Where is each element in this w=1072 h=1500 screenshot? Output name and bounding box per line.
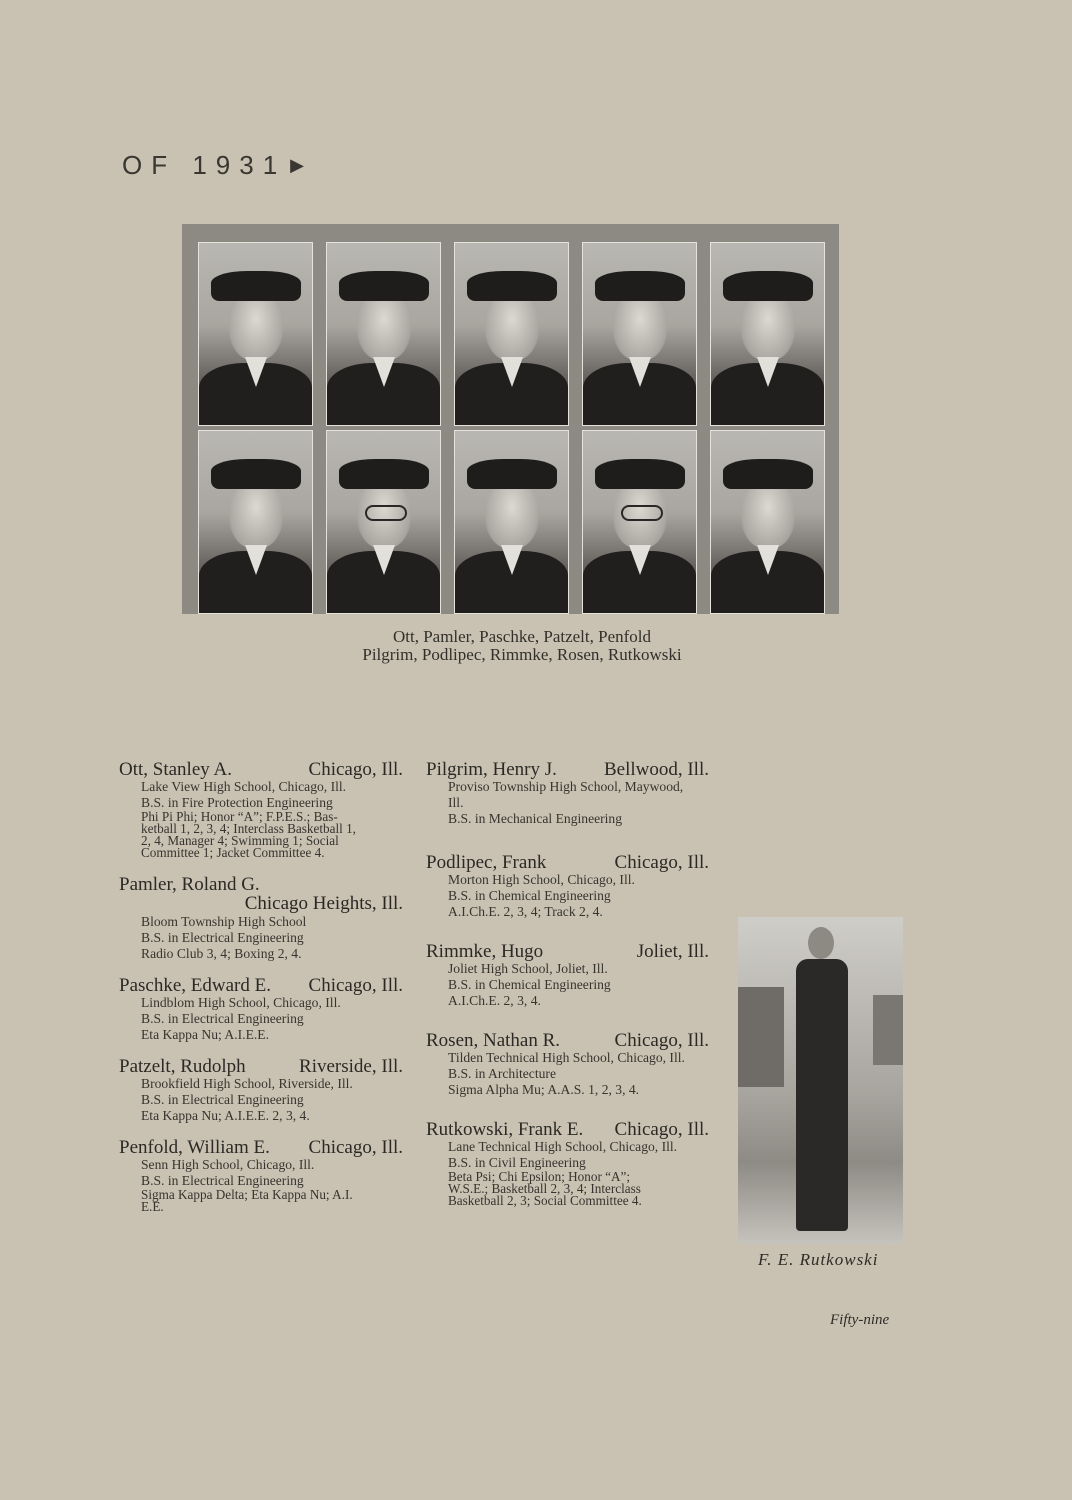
student-city: Chicago, Ill. (614, 1119, 709, 1140)
portrait-photo (710, 242, 825, 426)
caption-line: Ott, Pamler, Paschke, Patzelt, Penfold (392, 627, 652, 646)
student-degree: B.S. in Electrical Engineering (141, 930, 304, 945)
student-degree: B.S. in Chemical Engineering (448, 977, 611, 992)
student-activities (448, 1171, 709, 1207)
student-name: Ott, Stanley A. (119, 759, 232, 780)
portrait-photo (454, 242, 569, 426)
header-text: OF 1931 (122, 150, 287, 180)
portrait-grid (182, 224, 839, 614)
activity-line: A.I.Ch.E. 2, 3, 4. (448, 993, 541, 1008)
student-school: Brookfield High School, Riverside, Ill. (141, 1076, 353, 1091)
student-degree: B.S. in Electrical Engineering (141, 1173, 304, 1188)
activity-line: Beta Psi; Chi Epsilon; Honor “A”; (448, 1169, 631, 1184)
portrait-photo (582, 430, 697, 614)
student-entry (119, 976, 403, 1043)
activity-line: Eta Kappa Nu; A.I.E.E. 2, 3, 4. (141, 1108, 310, 1123)
figure-caption: F. E. Rutkowski (758, 1250, 879, 1269)
portrait-photo (710, 430, 825, 614)
activity-line: ketball 1, 2, 3, 4; Interclass Basketball 1, (141, 821, 356, 836)
student-entry (119, 760, 403, 859)
portrait-photo (198, 242, 313, 426)
student-name: Pilgrim, Henry J. (426, 759, 557, 780)
student-city: Chicago, Ill. (614, 852, 709, 873)
left-column (119, 760, 403, 1213)
student-city: Chicago, Ill. (308, 1137, 403, 1158)
activity-line: Sigma Kappa Delta; Eta Kappa Nu; A.I. (141, 1187, 353, 1202)
activity-line: 2, 4, Manager 4; Swimming 1; Social (141, 833, 339, 848)
student-city: Chicago, Ill. (308, 975, 403, 996)
page-header (122, 150, 304, 181)
activity-line: Radio Club 3, 4; Boxing 2, 4. (141, 946, 302, 961)
student-name: Patzelt, Rudolph (119, 1056, 246, 1077)
student-entry (426, 1031, 709, 1098)
student-degree: B.S. in Mechanical Engineering (448, 811, 623, 826)
student-degree: B.S. in Electrical Engineering (141, 1011, 304, 1026)
activity-line: W.S.E.; Basketball 2, 3, 4; Interclass (448, 1181, 641, 1196)
student-entry (426, 1120, 709, 1207)
student-activities (141, 811, 403, 859)
caption-line: Pilgrim, Podlipec, Rimmke, Rosen, Rutkowski (362, 645, 682, 664)
student-degree: B.S. in Architecture (448, 1066, 556, 1081)
student-school: Lane Technical High School, Chicago, Ill. (448, 1139, 678, 1154)
student-city: Chicago, Ill. (614, 1030, 709, 1051)
student-entry (426, 853, 709, 920)
student-degree: B.S. in Electrical Engineering (141, 1092, 304, 1107)
student-entry (119, 1138, 403, 1213)
student-activities (141, 1189, 403, 1213)
photo-caption (262, 628, 782, 664)
student-name: Podlipec, Frank (426, 852, 547, 873)
student-name: Penfold, William E. (119, 1137, 270, 1158)
activity-line: A.I.Ch.E. 2, 3, 4; Track 2, 4. (448, 904, 603, 919)
student-school: Morton High School, Chicago, Ill. (448, 872, 635, 887)
activity-line: Phi Pi Phi; Honor “A”; F.P.E.S.; Bas- (141, 809, 338, 824)
student-name: Rimmke, Hugo (426, 941, 544, 962)
activity-line: Eta Kappa Nu; A.I.E.E. (141, 1027, 269, 1042)
student-city: Joliet, Ill. (636, 941, 709, 962)
student-entry (426, 942, 709, 1009)
student-school: Senn High School, Chicago, Ill. (141, 1157, 315, 1172)
student-school: Lindblom High School, Chicago, Ill. (141, 995, 341, 1010)
student-city: Chicago, Ill. (308, 759, 403, 780)
student-name: Rutkowski, Frank E. (426, 1119, 584, 1140)
student-school: Joliet High School, Joliet, Ill. (448, 961, 608, 976)
student-degree: B.S. in Civil Engineering (448, 1155, 586, 1170)
activity-line: E.E. (141, 1199, 164, 1214)
activity-line: Sigma Alpha Mu; A.A.S. 1, 2, 3, 4. (448, 1082, 640, 1097)
portrait-photo (326, 242, 441, 426)
portrait-photo (326, 430, 441, 614)
right-column (426, 760, 709, 1207)
standing-photo (738, 917, 903, 1244)
student-entry (426, 760, 709, 827)
student-name: Paschke, Edward E. (119, 975, 271, 996)
student-city: Chicago Heights, Ill. (244, 893, 403, 914)
portrait-photo (582, 242, 697, 426)
student-city: Bellwood, Ill. (603, 759, 709, 780)
student-school: Proviso Township High School, Maywood, (448, 779, 684, 794)
activity-line: Committee 1; Jacket Committee 4. (141, 845, 325, 860)
student-entry (119, 1057, 403, 1124)
student-entry (119, 875, 403, 962)
student-school-cont: Ill. (448, 795, 464, 810)
student-degree: B.S. in Chemical Engineering (448, 888, 611, 903)
activity-line: Basketball 2, 3; Social Committee 4. (448, 1193, 642, 1208)
student-name: Pamler, Roland G. (119, 874, 260, 895)
arrow-right-icon: ▶ (290, 155, 305, 175)
portrait-photo (454, 430, 569, 614)
student-school: Bloom Township High School (141, 914, 307, 929)
student-school: Tilden Technical High School, Chicago, Ill. (448, 1050, 685, 1065)
page-number: Fifty-nine (830, 1312, 890, 1328)
student-city: Riverside, Ill. (299, 1056, 403, 1077)
student-school: Lake View High School, Chicago, Ill. (141, 779, 347, 794)
student-name: Rosen, Nathan R. (426, 1030, 561, 1051)
student-degree: B.S. in Fire Protection Engineering (141, 795, 333, 810)
portrait-photo (198, 430, 313, 614)
